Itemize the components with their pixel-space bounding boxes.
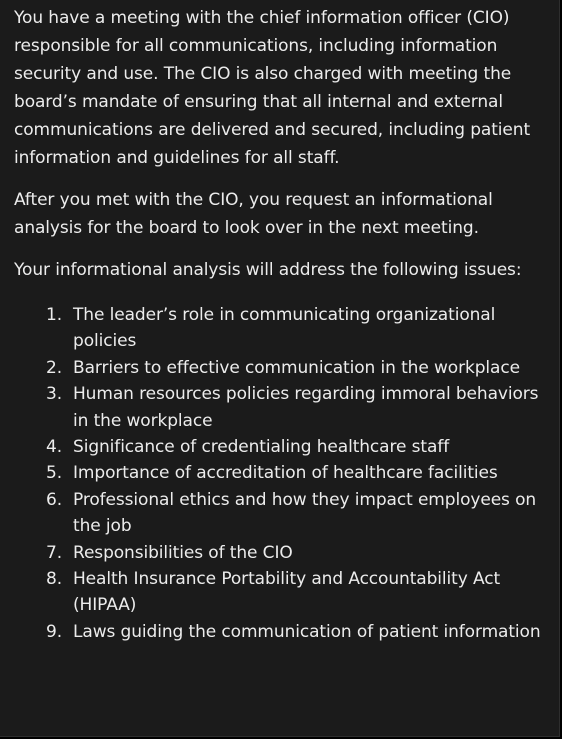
intro-paragraph: You have a meeting with the chief information officer (CIO) responsible for all communications, including information security and use. The CIO is also charged with meeting the board’s mandate of ensuring that all internal and external communications are delivered and secured, including patient information and guidelines for all staff. bbox=[14, 8, 531, 168]
list-item bbox=[14, 302, 547, 355]
list-item bbox=[14, 619, 547, 645]
list-item bbox=[14, 355, 547, 381]
list-number: 7. bbox=[46, 542, 63, 563]
list-number: 8. bbox=[46, 569, 63, 590]
list-item-text: The leader’s role in communicating organizational policies bbox=[73, 305, 496, 352]
request-paragraph: After you met with the CIO, you request an informational analysis for the board to look over in the next meeting. bbox=[14, 190, 493, 238]
list-item-text: Health Insurance Portability and Accountability Act (HIPAA) bbox=[73, 569, 501, 616]
list-item bbox=[14, 434, 547, 460]
list-number: 5. bbox=[46, 463, 63, 484]
list-item-text: Barriers to effective communication in the workplace bbox=[73, 357, 520, 378]
list-number: 4. bbox=[46, 437, 63, 458]
list-item bbox=[14, 487, 547, 540]
list-item-text: Laws guiding the communication of patient information bbox=[73, 621, 541, 642]
list-item-text: Responsibilities of the CIO bbox=[73, 542, 293, 563]
list-item-text: Importance of accreditation of healthcare facilities bbox=[73, 463, 498, 484]
list-number: 1. bbox=[46, 305, 63, 325]
list-item bbox=[14, 540, 547, 566]
issues-list bbox=[14, 302, 547, 645]
list-item bbox=[14, 566, 547, 619]
list-item-text: Significance of credentialing healthcare staff bbox=[73, 437, 450, 458]
list-number: 3. bbox=[46, 384, 63, 405]
list-number: 2. bbox=[46, 357, 63, 378]
list-item-text: Human resources policies regarding immoral behaviors in the workplace bbox=[73, 384, 539, 431]
list-number: 6. bbox=[46, 489, 63, 510]
list-item bbox=[14, 381, 547, 434]
list-item bbox=[14, 460, 547, 486]
issues-intro-paragraph: Your informational analysis will address the following issues: bbox=[14, 260, 522, 280]
list-number: 9. bbox=[46, 621, 63, 642]
list-item-text: Professional ethics and how they impact employees on the job bbox=[73, 489, 537, 537]
